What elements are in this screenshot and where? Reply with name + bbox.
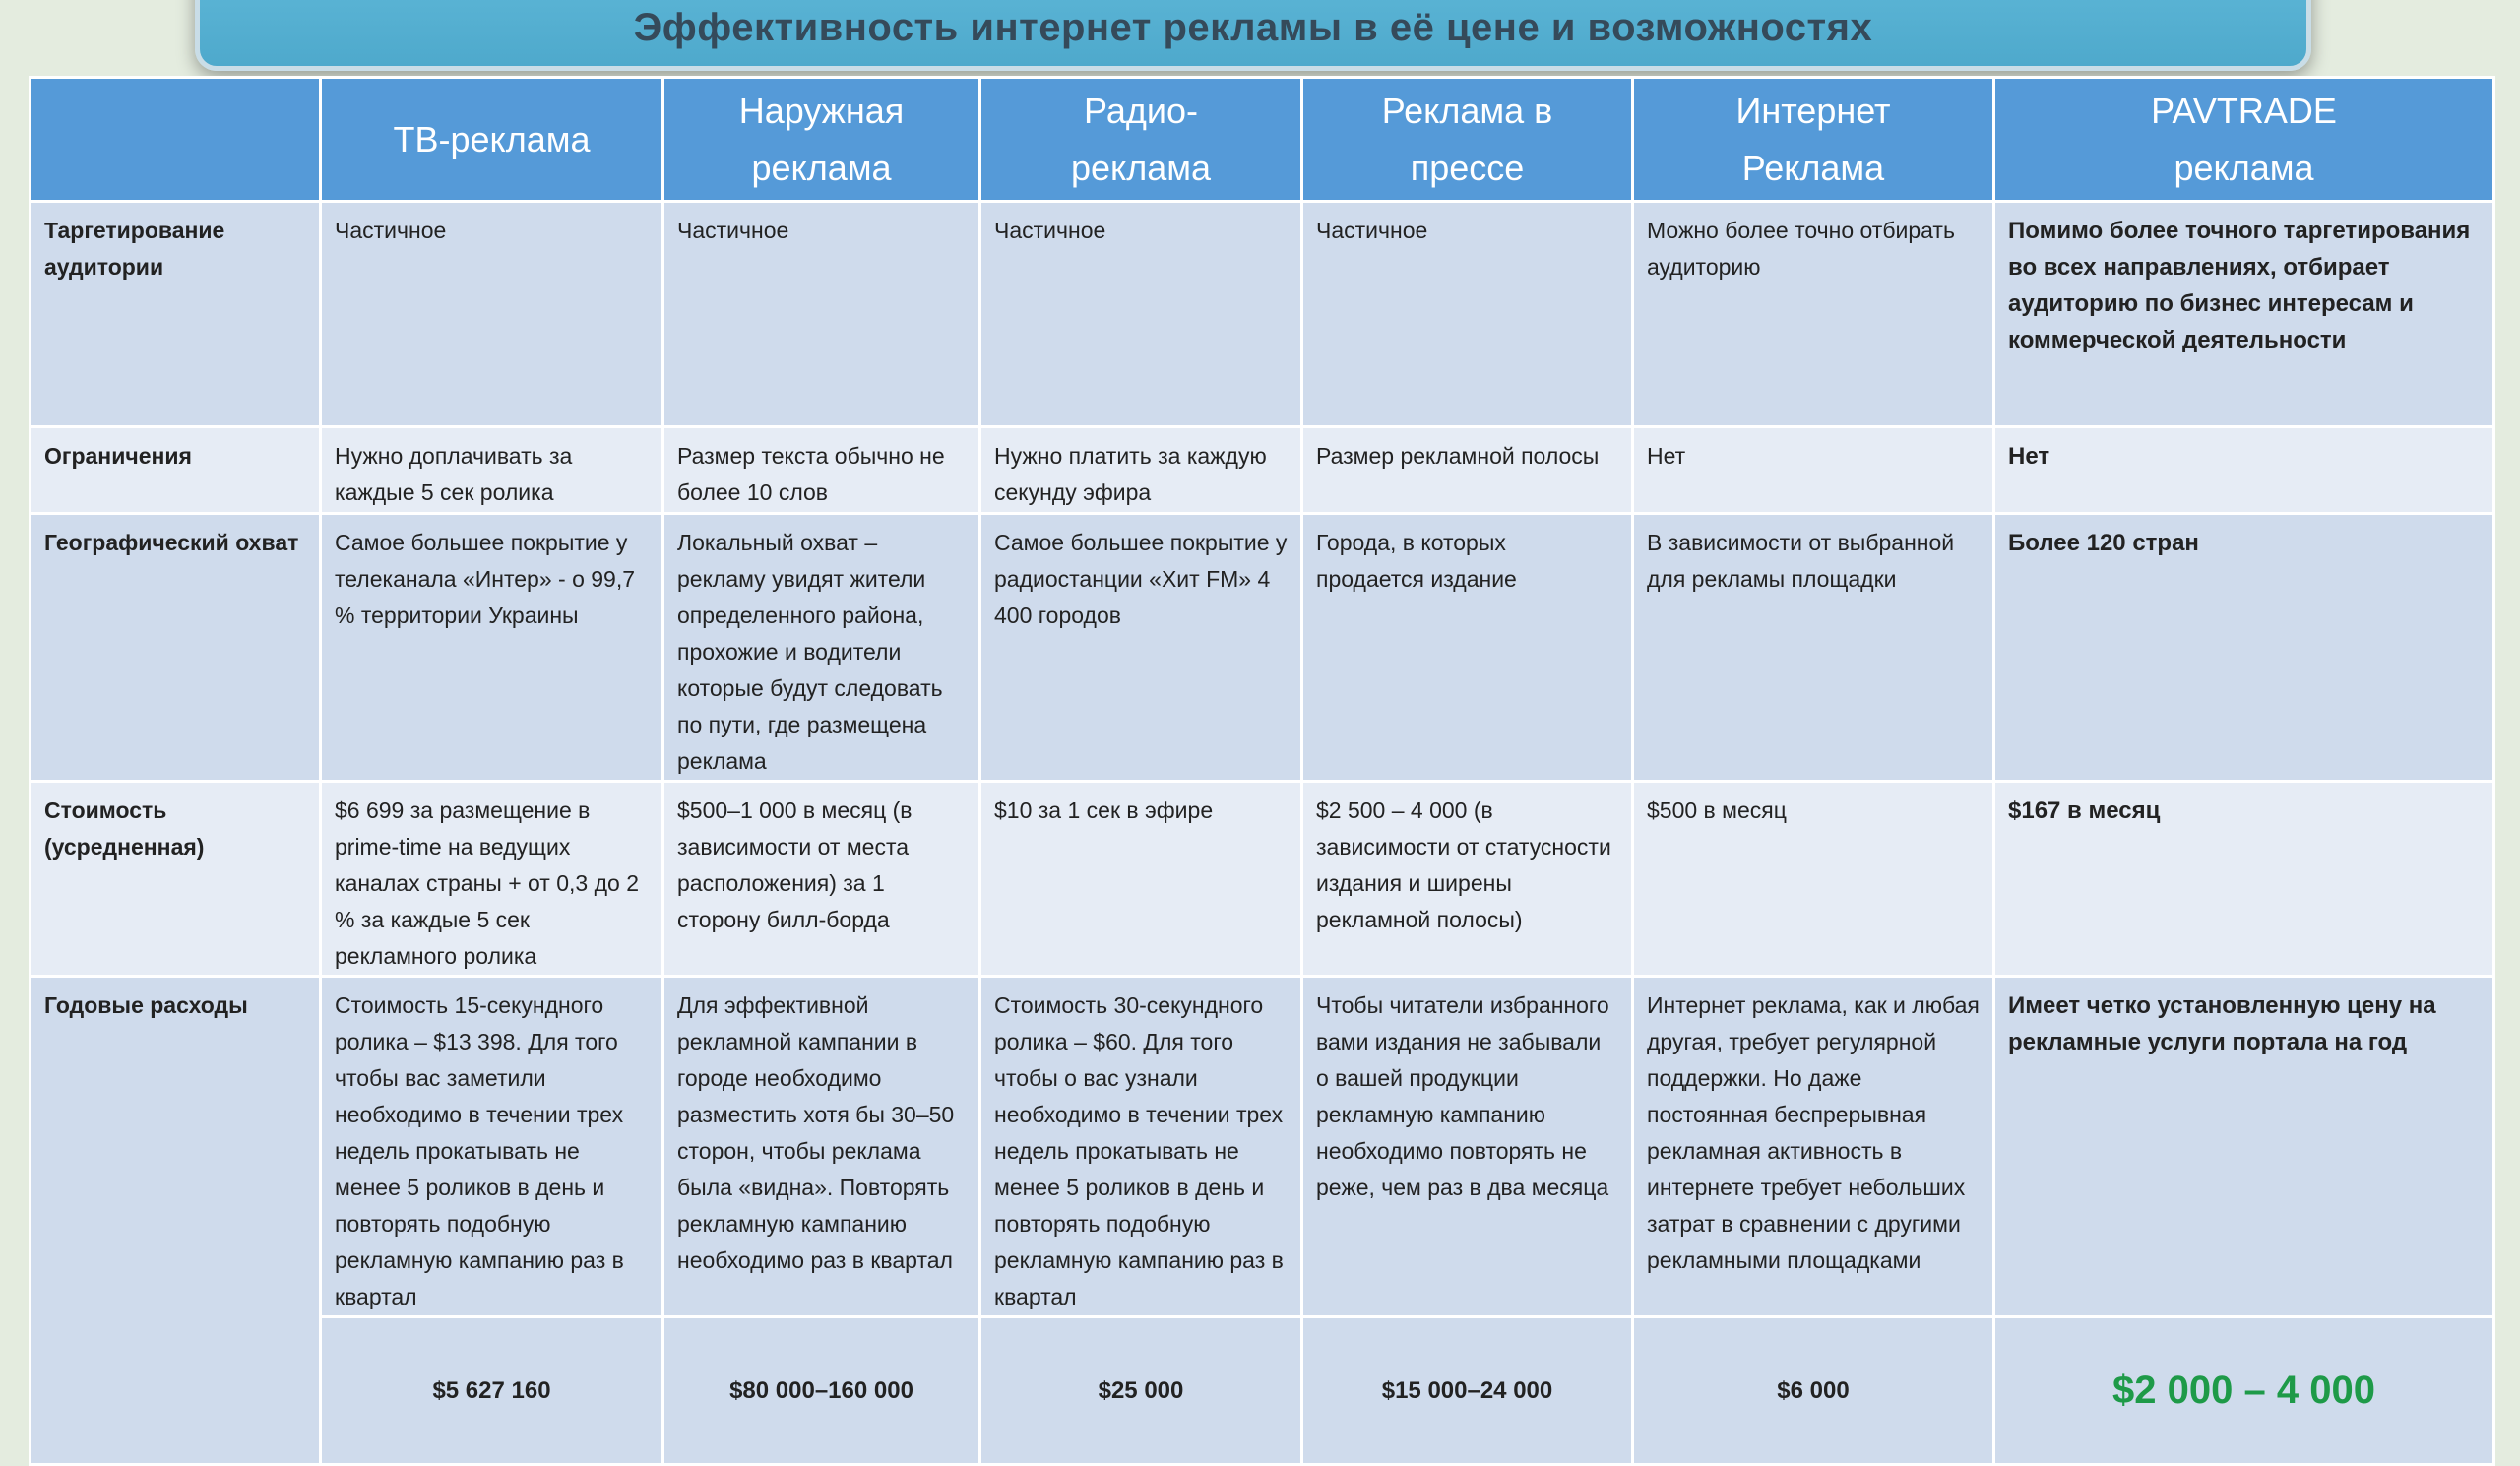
table-row — [31, 514, 2494, 782]
table-cell: Самое большее покрытие у радиостанции «Хит FM» 4 400 городов — [980, 514, 1302, 782]
table-cell: $500–1 000 в месяц (в зависимости от места расположения) за 1 сторону билл-борда — [663, 782, 980, 977]
table-row — [31, 977, 2494, 1317]
page-title: Эффективность интернет рекламы в её цене и возможностях — [633, 6, 1873, 49]
table-cell: Помимо более точного таргетирования во всех направлениях, отбирает аудиторию по бизнес интересам и коммерческой деятельности — [1994, 202, 2494, 427]
header-outdoor: Наружная реклама — [663, 78, 980, 202]
table-cell: Чтобы читатели избранного вами издания не забывали о вашей продукции рекламную кампанию необходимо повторять не реже, чем раз в два месяца — [1302, 977, 1633, 1317]
header-press: Реклама в прессе — [1302, 78, 1633, 202]
table-cell: $167 в месяц — [1994, 782, 2494, 977]
table-cell: Можно более точно отбирать аудиторию — [1633, 202, 1994, 427]
total-cell: $25 000 — [980, 1317, 1302, 1465]
table-cell: Нет — [1633, 427, 1994, 514]
total-cell: $15 000–24 000 — [1302, 1317, 1633, 1465]
table-row — [31, 427, 2494, 514]
header-internet: Интернет Реклама — [1633, 78, 1994, 202]
table-cell: В зависимости от выбранной для рекламы площадки — [1633, 514, 1994, 782]
header-row — [31, 78, 2494, 202]
table-cell: Стоимость 15-секундного ролика – $13 398. Для того чтобы вас заметили необходимо в течении трех недель прокатывать не менее 5 роликов в день и повторять подобную рекламную кампанию раз в квартал — [321, 977, 663, 1317]
table-cell: Нужно платить за каждую секунду эфира — [980, 427, 1302, 514]
total-cell: $5 627 160 — [321, 1317, 663, 1465]
table-cell: $2 500 – 4 000 (в зависимости от статусности издания и ширены рекламной полосы) — [1302, 782, 1633, 977]
row-label: Стоимость (усредненная) — [31, 782, 321, 977]
table-cell: Нужно доплачивать за каждые 5 сек ролика — [321, 427, 663, 514]
table-cell: Для эффективной рекламной кампании в городе необходимо разместить хотя бы 30–50 сторон, чтобы реклама была «видна». Повторять рекламную кампанию необходимо раз в квартал — [663, 977, 980, 1317]
table-cell: Нет — [1994, 427, 2494, 514]
table-cell: Размер рекламной полосы — [1302, 427, 1633, 514]
table-cell: Локальный охват – рекламу увидят жители определенного района, прохожие и водители которые будут следовать по пути, где размещена реклама — [663, 514, 980, 782]
header-radio: Радио- реклама — [980, 78, 1302, 202]
table-cell: Размер текста обычно не более 10 слов — [663, 427, 980, 514]
table-cell: Частичное — [321, 202, 663, 427]
table-cell: Интернет реклама, как и любая другая, требует регулярной поддержки. Но даже постоянная беспрерывная рекламная активность в интернете требует небольших затрат в сравнении с другими рекламными площадками — [1633, 977, 1994, 1317]
table-cell: Стоимость 30-секундного ролика – $60. Для того чтобы о вас узнали необходимо в течении трех недель прокатывать не менее 5 роликов в день и повторять подобную рекламную кампанию раз в квартал — [980, 977, 1302, 1317]
table-cell: Города, в которых продается издание — [1302, 514, 1633, 782]
total-cell: $6 000 — [1633, 1317, 1994, 1465]
header-pavtrade: PAVTRADE реклама — [1994, 78, 2494, 202]
totals-row — [31, 1317, 2494, 1465]
table-cell: $500 в месяц — [1633, 782, 1994, 977]
comparison-table — [29, 76, 2495, 1466]
title-banner — [195, 0, 2311, 71]
header-blank — [31, 78, 321, 202]
table-cell: Частичное — [663, 202, 980, 427]
table-cell: Имеет четко установленную цену на рекламные услуги портала на год — [1994, 977, 2494, 1317]
table-cell: $6 699 за размещение в prime-time на ведущих каналах страны + от 0,3 до 2 % за каждые 5 сек рекламного ролика — [321, 782, 663, 977]
table-cell: Самое большее покрытие у телеканала «Интер» - о 99,7 % территории Украины — [321, 514, 663, 782]
table-row — [31, 202, 2494, 427]
row-label: Ограничения — [31, 427, 321, 514]
table-cell: Более 120 стран — [1994, 514, 2494, 782]
row-label: Годовые расходы — [31, 977, 321, 1465]
table-cell: Частичное — [980, 202, 1302, 427]
row-label: Таргетирование аудитории — [31, 202, 321, 427]
total-cell: $80 000–160 000 — [663, 1317, 980, 1465]
pavtrade-total: $2 000 – 4 000 — [1994, 1317, 2494, 1465]
table-cell: Частичное — [1302, 202, 1633, 427]
table-row — [31, 782, 2494, 977]
table-cell: $10 за 1 сек в эфире — [980, 782, 1302, 977]
row-label: Географический охват — [31, 514, 321, 782]
header-tv: ТВ-реклама — [321, 78, 663, 202]
